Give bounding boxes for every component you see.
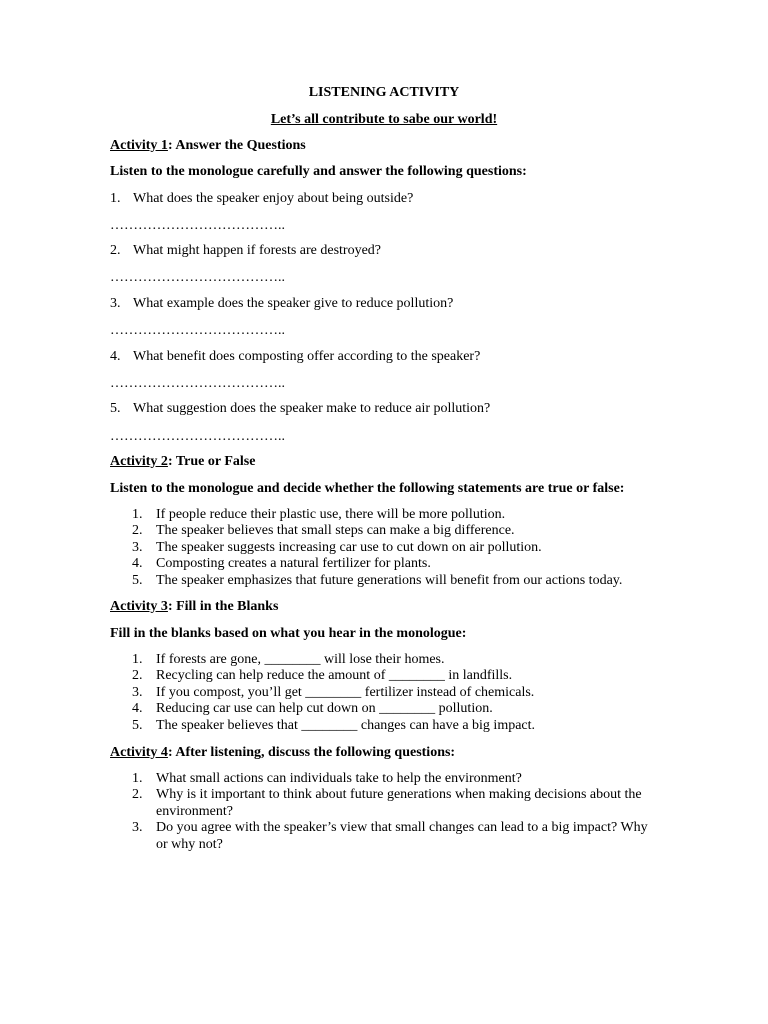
list-item [110, 701, 658, 717]
activity3-instruction: Fill in the blanks based on what you hear in the monologue: [110, 626, 467, 641]
activity1-heading [110, 138, 306, 154]
item-text: Recycling can help reduce the amount of ________ in landfills. [156, 668, 513, 684]
question-number: 1. [110, 191, 121, 206]
item-text: The speaker suggests increasing car use to cut down on air pollution. [156, 539, 542, 555]
list-item [110, 507, 658, 523]
item-number: 2. [132, 668, 143, 684]
answer-line-2: ……………………………….. [110, 270, 285, 285]
item-text: What small actions can individuals take to help the environment? [156, 771, 522, 786]
item-text: Why is it important to think about future generations when making decisions about the environment? [156, 787, 642, 819]
list-item [110, 523, 658, 539]
activity4-title: : After listening, discuss the following questions: [167, 745, 456, 760]
document-title: LISTENING ACTIVITY [308, 85, 460, 100]
discussion-list [110, 771, 658, 853]
activity4-heading [110, 745, 455, 761]
item-number: 3. [132, 684, 143, 700]
item-number: 3. [132, 820, 143, 836]
answer-line-4: ……………………………….. [110, 376, 285, 391]
question-3 [110, 296, 453, 312]
question-1 [110, 191, 413, 207]
item-number: 2. [132, 787, 143, 803]
activity1-title: : Answer the Questions [167, 138, 306, 153]
activity2-instruction: Listen to the monologue and decide whether the following statements are true or false: [110, 481, 625, 496]
list-item [110, 718, 658, 734]
item-text: The speaker believes that ________ changes can have a big impact. [156, 717, 536, 733]
fill-blanks-list [110, 652, 658, 734]
question-text: What might happen if forests are destroyed? [133, 243, 382, 258]
item-number: 2. [132, 523, 143, 539]
list-item [110, 820, 658, 853]
answer-line-3: ……………………………….. [110, 323, 285, 338]
item-number: 5. [132, 717, 143, 733]
item-number: 1. [132, 652, 143, 667]
activity2-label: Activity 2 [110, 454, 168, 469]
list-item [110, 668, 658, 684]
item-text: If you compost, you’ll get ________ fertilizer instead of chemicals. [156, 684, 535, 700]
activity2-title: : True or False [167, 454, 256, 469]
question-number: 5. [110, 401, 121, 416]
answer-line-5: ……………………………….. [110, 429, 285, 444]
question-5 [110, 401, 490, 417]
item-number: 1. [132, 507, 143, 522]
item-text: If forests are gone, ________ will lose their homes. [156, 652, 445, 667]
activity2-heading [110, 454, 255, 470]
activity4-label: Activity 4 [110, 745, 168, 760]
item-text: Reducing car use can help cut down on ________ pollution. [156, 701, 493, 717]
list-item [110, 771, 658, 787]
item-text: If people reduce their plastic use, there will be more pollution. [156, 507, 506, 522]
question-number: 2. [110, 243, 121, 258]
activity3-heading [110, 599, 278, 615]
item-number: 4. [132, 701, 143, 717]
question-text: What benefit does composting offer according to the speaker? [133, 349, 481, 364]
activity1-instruction: Listen to the monologue carefully and answer the following questions: [110, 164, 527, 179]
activity3-title: : Fill in the Blanks [167, 599, 279, 614]
list-item [110, 652, 658, 668]
item-text: Do you agree with the speaker’s view that small changes can lead to a big impact? Why or why not? [156, 820, 648, 852]
item-text: Composting creates a natural fertilizer for plants. [156, 556, 431, 572]
question-text: What suggestion does the speaker make to reduce air pollution? [133, 401, 491, 416]
list-item [110, 685, 658, 701]
item-number: 3. [132, 539, 143, 555]
list-item [110, 540, 658, 556]
answer-line-1: ……………………………….. [110, 218, 285, 233]
document-subtitle: Let’s all contribute to sabe our world! [270, 112, 498, 127]
question-text: What does the speaker enjoy about being outside? [133, 191, 414, 206]
item-text: The speaker emphasizes that future generations will benefit from our actions today. [156, 572, 623, 588]
question-4 [110, 349, 480, 365]
question-number: 3. [110, 296, 121, 311]
true-false-list [110, 507, 658, 589]
list-item [110, 787, 658, 820]
list-item [110, 573, 658, 589]
question-2 [110, 243, 381, 259]
item-number: 4. [132, 556, 143, 572]
item-number: 1. [132, 771, 143, 786]
question-text: What example does the speaker give to reduce pollution? [133, 296, 454, 311]
item-number: 5. [132, 572, 143, 588]
item-text: The speaker believes that small steps can make a big difference. [156, 523, 515, 539]
question-number: 4. [110, 349, 121, 364]
activity1-label: Activity 1 [110, 138, 168, 153]
activity3-label: Activity 3 [110, 599, 168, 614]
list-item [110, 556, 658, 572]
